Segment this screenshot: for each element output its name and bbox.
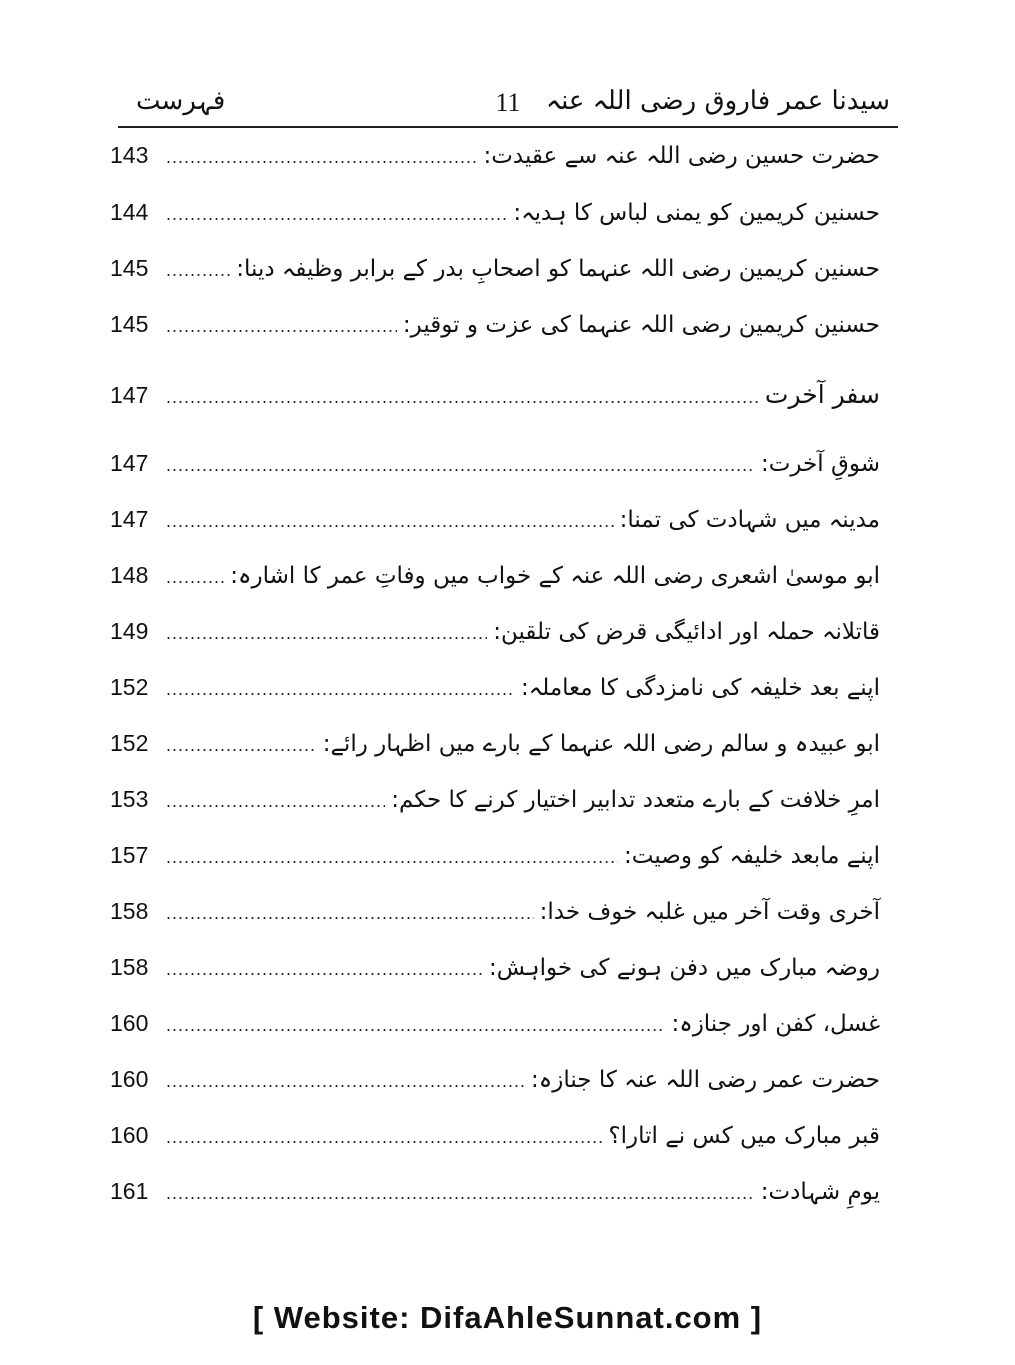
toc-page-number: 152 (110, 730, 149, 756)
toc-entry (110, 954, 880, 994)
section-title: فہرست (136, 86, 226, 116)
leader-dots (166, 623, 487, 644)
toc-entry (110, 562, 880, 602)
toc-title: سفر آخرت (764, 380, 880, 409)
toc-title: امرِ خلافت کے بارے متعدد تدابیر اختیار کرنے کا حکم: (391, 787, 880, 813)
toc-page-number: 149 (110, 618, 149, 644)
toc-title: مدینہ میں شہادت کی تمنا: (619, 507, 880, 533)
toc-page-number: 145 (110, 255, 149, 281)
toc-page-number: 147 (110, 506, 149, 532)
leader-dots (166, 204, 507, 225)
toc-title: آخری وقت آخر میں غلبہ خوف خدا: (539, 899, 880, 925)
leader-dots (166, 260, 230, 281)
toc-title: قاتلانہ حملہ اور ادائیگی قرض کی تلقین: (493, 619, 880, 645)
page-number: 11 (495, 88, 521, 117)
toc-entry (110, 786, 880, 826)
toc-page-number: 160 (110, 1010, 149, 1036)
toc-entry (110, 1122, 880, 1162)
toc-title: قبر مبارک میں کس نے اتارا؟ (608, 1123, 880, 1149)
toc-title: ابو موسیٰ اشعری رضی اللہ عنہ کے خواب میں وفاتِ عمر کا اشارہ: (230, 563, 880, 589)
toc-title: روضہ مبارک میں دفن ہونے کی خواہش: (489, 955, 880, 981)
toc-entry (110, 255, 880, 295)
leader-dots (166, 791, 385, 812)
toc-title: شوقِ آخرت: (760, 451, 880, 477)
toc-page-number: 153 (110, 786, 149, 812)
leader-dots (166, 959, 483, 980)
toc-title: غسل، کفن اور جنازہ: (671, 1011, 880, 1037)
toc-page-number: 148 (110, 562, 149, 588)
toc-title: حضرت عمر رضی اللہ عنہ کا جنازہ: (531, 1067, 880, 1093)
toc-entry (110, 311, 880, 351)
toc-page-number: 157 (110, 842, 149, 868)
toc-entry (110, 898, 880, 938)
toc-page-number: 158 (110, 954, 149, 980)
toc-entry (110, 142, 880, 182)
leader-dots (166, 147, 477, 168)
book-title: سیدنا عمر فاروق رضی اللہ عنہ (545, 86, 890, 116)
toc-title: حسنین کریمین رضی اللہ عنہما کو اصحابِ بدر کے برابر وظیفہ دینا: (236, 256, 880, 282)
toc-page-number: 144 (110, 199, 149, 225)
toc-title: اپنے مابعد خلیفہ کو وصیت: (624, 843, 880, 869)
leader-dots (166, 1183, 755, 1204)
toc-title: حسنین کریمین کو یمنی لباس کا ہدیہ: (513, 200, 880, 226)
toc-entry (110, 199, 880, 239)
toc-page-number: 160 (110, 1066, 149, 1092)
leader-dots (166, 735, 317, 756)
toc-page-number: 143 (110, 142, 149, 168)
leader-dots (166, 1127, 602, 1148)
toc-page-number: 158 (110, 898, 149, 924)
leader-dots (166, 316, 397, 337)
toc-entry (110, 674, 880, 714)
toc-entry (110, 1066, 880, 1106)
leader-dots (166, 903, 534, 924)
leader-dots (166, 567, 224, 588)
toc-section-heading (110, 380, 880, 420)
toc-page-number: 161 (110, 1178, 149, 1204)
toc-entry (110, 618, 880, 658)
toc-page-number: 147 (110, 450, 149, 476)
leader-dots (166, 679, 515, 700)
toc-page-number: 145 (110, 311, 149, 337)
toc-entry (110, 450, 880, 490)
toc-page-number: 160 (110, 1122, 149, 1148)
leader-dots (166, 1015, 665, 1036)
leader-dots (166, 387, 759, 408)
toc-title: ابو عبیدہ و سالم رضی اللہ عنہما کے بارے میں اظہار رائے: (322, 731, 880, 757)
leader-dots (166, 847, 618, 868)
leader-dots (166, 1071, 525, 1092)
toc-entry (110, 1178, 880, 1218)
toc-entry (110, 842, 880, 882)
leader-dots (166, 511, 614, 532)
toc-title: حضرت حسین رضی اللہ عنہ سے عقیدت: (483, 143, 880, 169)
toc-entry (110, 1010, 880, 1050)
toc-entry (110, 730, 880, 770)
toc-page-number: 147 (110, 382, 149, 408)
toc-entry (110, 506, 880, 546)
toc-title: اپنے بعد خلیفہ کی نامزدگی کا معاملہ: (521, 675, 880, 701)
website-footer: [ Website: DifaAhleSunnat.com ] (252, 1300, 763, 1335)
toc-title: حسنین کریمین رضی اللہ عنہما کی عزت و توقیر: (402, 312, 880, 338)
toc-title: یومِ شہادت: (760, 1179, 880, 1205)
toc-page-number: 152 (110, 674, 149, 700)
leader-dots (166, 455, 755, 476)
